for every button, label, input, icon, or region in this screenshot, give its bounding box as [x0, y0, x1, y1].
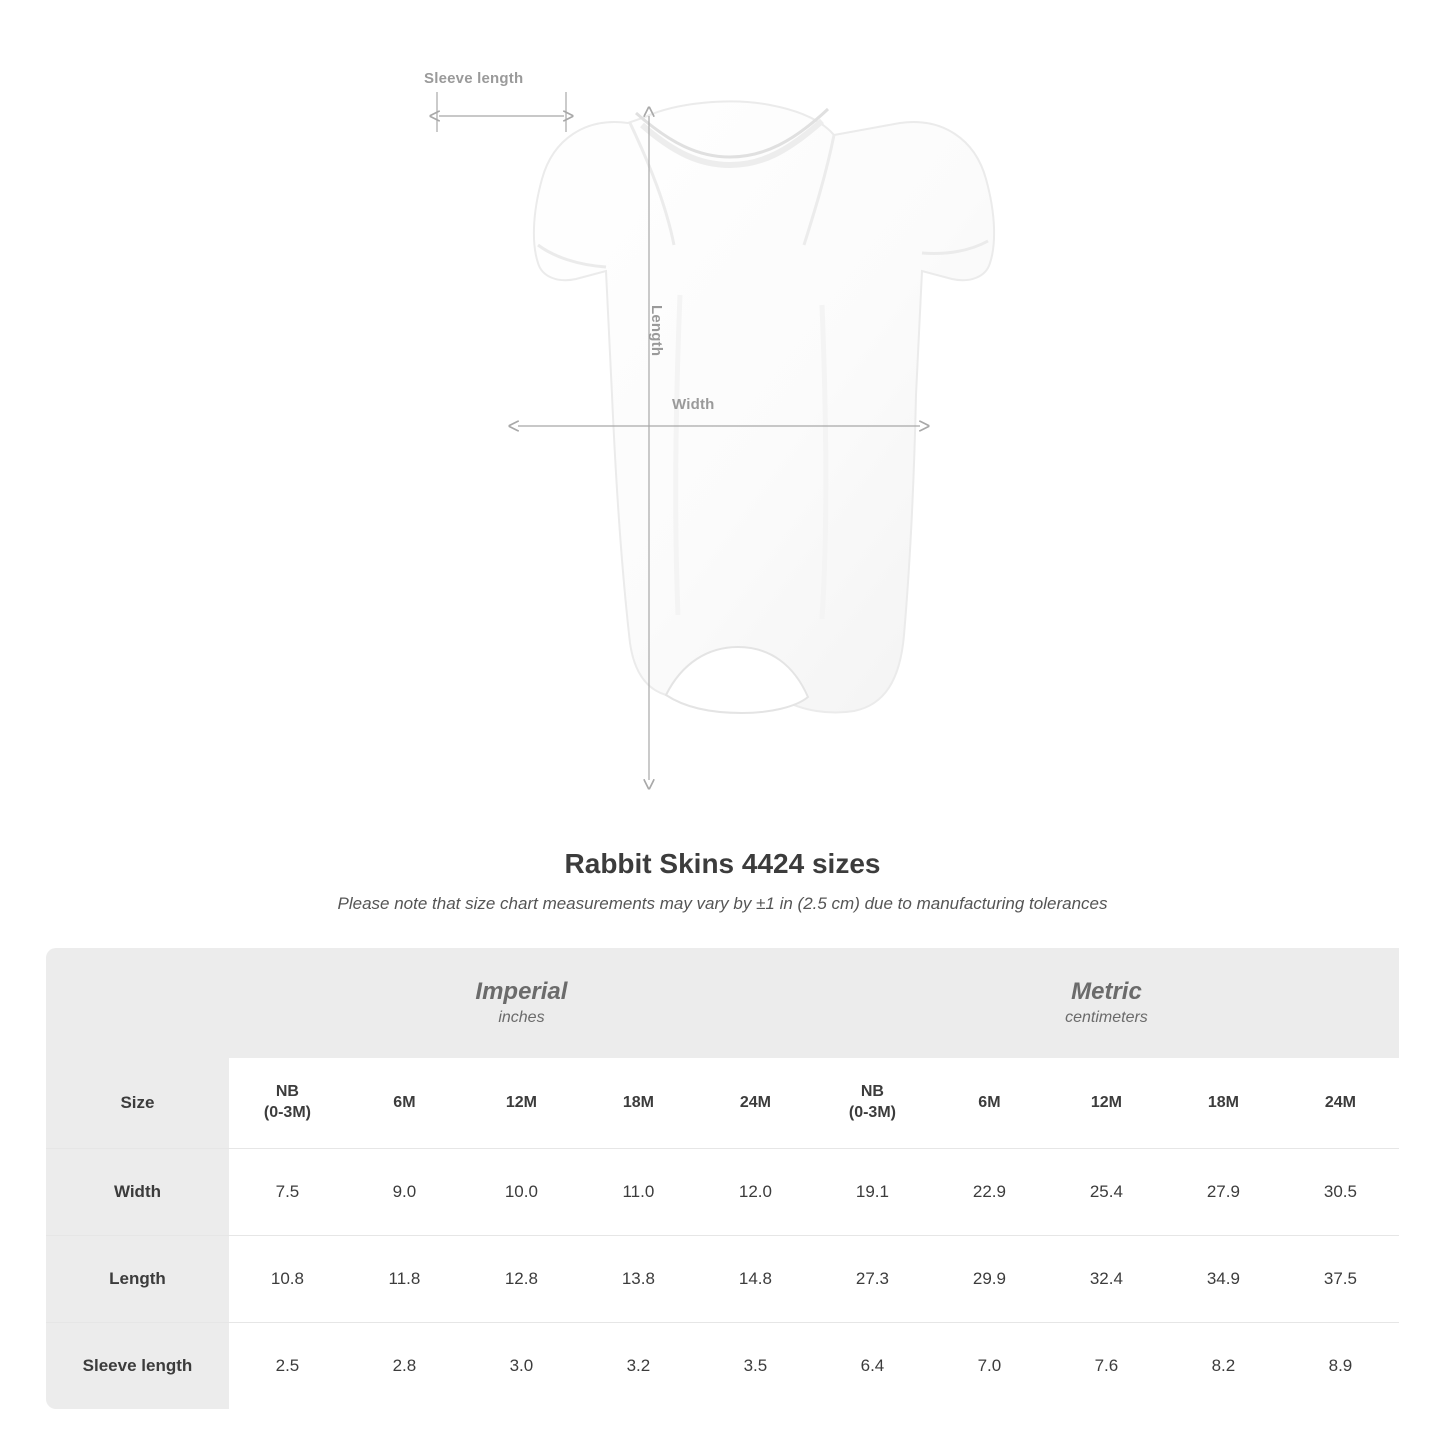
cell-width-18m-cm: 27.9: [1165, 1149, 1282, 1236]
cell-sleeve-6m-cm: 7.0: [977, 1356, 1002, 1375]
cell-width-nb-cm: 19.1: [814, 1149, 931, 1236]
col-head-line2: (0-3M): [263, 1104, 311, 1121]
cell-width-18m-in: 11.0: [580, 1149, 697, 1236]
column-header-nb-metric: [814, 1058, 931, 1149]
title-block: [0, 848, 1445, 914]
size-table-wrap: [46, 948, 1399, 1409]
tolerance-note: Please note that size chart measurements may vary by ±1 in (2.5 cm) due to manufacturing tolerances: [337, 894, 1108, 913]
cell-width-nb-in: 7.5: [229, 1149, 346, 1236]
cell-length-24m-cm: 37.5: [1282, 1236, 1399, 1323]
width-label: Width: [672, 396, 715, 413]
bodysuit-graphic: [430, 95, 1015, 785]
column-header-24m-imperial: 24M: [697, 1058, 814, 1149]
page-title: Rabbit Skins 4424 sizes: [564, 848, 881, 879]
column-header-18m-metric: 18M: [1165, 1058, 1282, 1149]
cell-sleeve-24m-cm: 8.9: [1328, 1356, 1353, 1375]
unit-sub-metric: centimeters: [1065, 1008, 1148, 1026]
column-header-6m-metric: 6M: [931, 1058, 1048, 1149]
column-header-24m-metric: 24M: [1282, 1058, 1399, 1149]
cell-width-24m-cm: 30.5: [1282, 1149, 1399, 1236]
row-label-length: Length: [46, 1236, 229, 1323]
size-table: [46, 948, 1399, 1409]
row-label-sleeve-length: Sleeve length: [46, 1323, 229, 1410]
header-size: Size: [46, 1058, 229, 1149]
cell-length-18m-in: 13.8: [580, 1236, 697, 1323]
table-row: [46, 1236, 1399, 1323]
cell-sleeve-nb-cm: 6.4: [860, 1356, 885, 1375]
col-head-line2: (0-3M): [848, 1104, 896, 1121]
cell-width-6m-in: 9.0: [346, 1149, 463, 1236]
unit-head-imperial: [229, 948, 814, 1058]
unit-sub-imperial: inches: [498, 1008, 545, 1026]
unit-name-metric: Metric: [1071, 977, 1142, 1005]
cell-sleeve-18m-in: 3.2: [626, 1356, 651, 1375]
unit-head-metric: [814, 948, 1399, 1058]
column-header-18m-imperial: 18M: [580, 1058, 697, 1149]
col-head-line1: NB: [860, 1083, 884, 1101]
length-label: Length: [648, 305, 665, 357]
column-header-6m-imperial: 6M: [346, 1058, 463, 1149]
cell-length-nb-cm: 27.3: [814, 1236, 931, 1323]
cell-sleeve-12m-in: 3.0: [509, 1356, 534, 1375]
cell-sleeve-12m-cm: 7.6: [1094, 1356, 1119, 1375]
table-row: [46, 1323, 1399, 1410]
column-header-12m-metric: 12M: [1048, 1058, 1165, 1149]
cell-length-6m-cm: 29.9: [931, 1236, 1048, 1323]
cell-length-6m-in: 11.8: [346, 1236, 463, 1323]
cell-width-6m-cm: 22.9: [931, 1149, 1048, 1236]
unit-group-row: [46, 948, 1399, 1058]
sleeve-length-label: Sleeve length: [424, 70, 524, 87]
cell-sleeve-24m-in: 3.5: [743, 1356, 768, 1375]
column-header-12m-imperial: 12M: [463, 1058, 580, 1149]
cell-length-18m-cm: 34.9: [1165, 1236, 1282, 1323]
col-head-line1: NB: [275, 1083, 299, 1101]
cell-length-24m-in: 14.8: [697, 1236, 814, 1323]
cell-length-nb-in: 10.8: [229, 1236, 346, 1323]
unit-head-blank: [46, 948, 229, 1058]
column-header-row: [46, 1058, 1399, 1149]
unit-name-imperial: Imperial: [475, 977, 568, 1005]
cell-width-24m-in: 12.0: [697, 1149, 814, 1236]
cell-width-12m-cm: 25.4: [1048, 1149, 1165, 1236]
cell-length-12m-in: 12.8: [463, 1236, 580, 1323]
cell-width-12m-in: 10.0: [463, 1149, 580, 1236]
cell-sleeve-18m-cm: 8.2: [1211, 1356, 1236, 1375]
cell-sleeve-6m-in: 2.8: [392, 1356, 417, 1375]
column-header-nb-imperial: [229, 1058, 346, 1149]
table-row: [46, 1149, 1399, 1236]
cell-length-12m-cm: 32.4: [1048, 1236, 1165, 1323]
cell-sleeve-nb-in: 2.5: [275, 1356, 300, 1375]
row-label-width: Width: [46, 1149, 229, 1236]
